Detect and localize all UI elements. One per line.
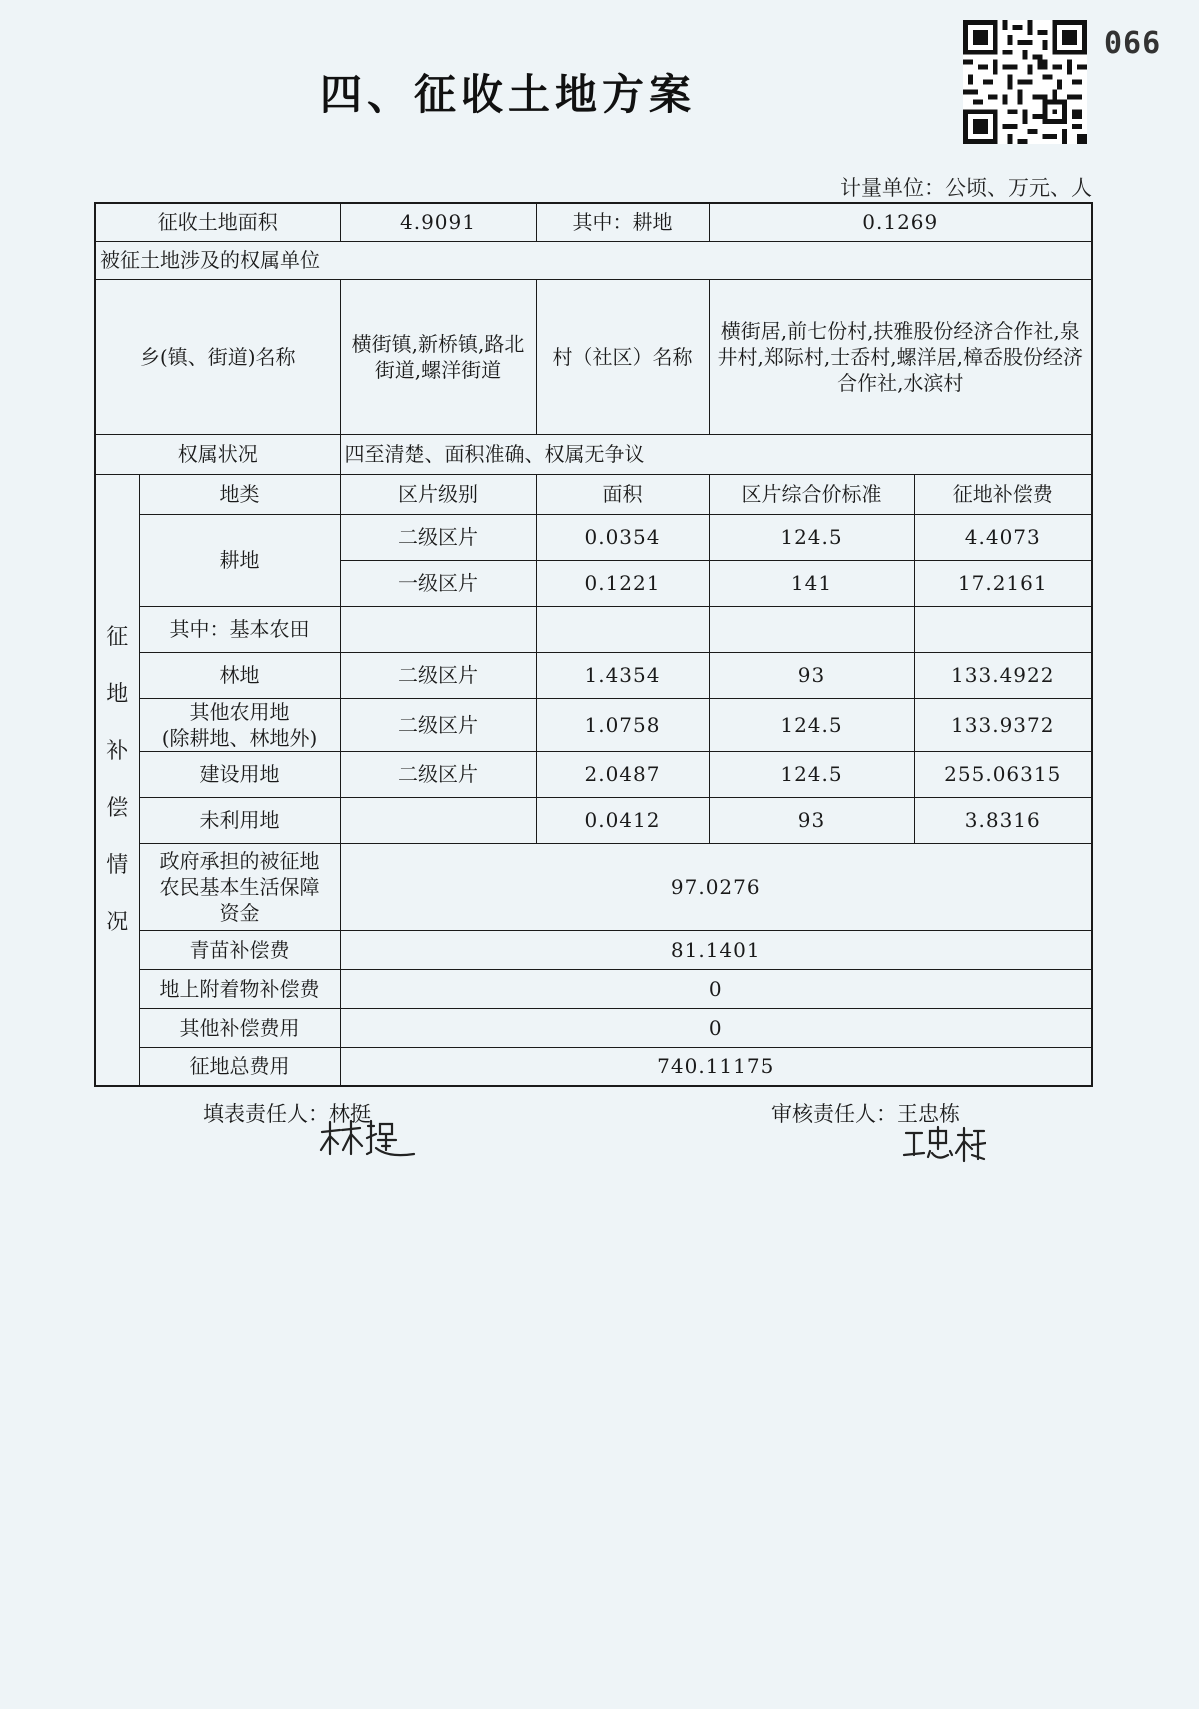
ownership-status-row [95,434,1092,474]
fee-value: 17.2161 [914,560,1092,606]
total-area-value: 4.9091 [340,203,536,241]
price-value: 124.5 [709,514,914,560]
filler-name: 林挺 [329,1102,371,1126]
summary-row [95,203,1092,241]
village-label: 村（社区）名称 [536,279,709,434]
area-value: 0.0354 [536,514,709,560]
social-security-label-line1: 政府承担的被征地 [159,848,320,873]
village-value: 横街居,前七份村,扶雅股份经济合作社,泉井村,郑际村,士岙村,螺洋居,樟岙股份经济合作社,水滨村 [709,279,1092,434]
other-fees-label: 其他补偿费用 [139,1008,340,1047]
construction-label: 建设用地 [139,751,340,797]
side-label-char: 征 [106,624,129,650]
compensation-side-label [95,474,139,1086]
total-fee-value: 740.11175 [340,1047,1092,1086]
side-label-char: 补 [106,738,129,764]
header-zone-level: 区片级别 [340,474,536,514]
empty-cell [340,606,536,652]
zone-level [340,797,536,843]
fee-value: 255.06315 [914,751,1092,797]
seedling-value: 81.1401 [340,930,1092,969]
social-security-label [139,843,340,930]
other-fees-value: 0 [340,1008,1092,1047]
area-value: 2.0487 [536,751,709,797]
fee-value: 4.4073 [914,514,1092,560]
price-value: 93 [709,652,914,698]
header-price-standard: 区片综合价标准 [709,474,914,514]
header-compensation-fee: 征地补偿费 [914,474,1092,514]
ownership-section-label: 被征土地涉及的权属单位 [95,241,1092,279]
ownership-status-value: 四至清楚、面积准确、权属无争议 [340,434,1092,474]
township-label: 乡(镇、街道)名称 [95,279,340,434]
basic-farmland-label: 其中：基本农田 [139,606,340,652]
area-value: 0.1221 [536,560,709,606]
page-number: 066 [1104,26,1162,61]
total-area-label: 征收土地面积 [95,203,340,241]
attachments-value: 0 [340,969,1092,1008]
unit-note: 计量单位：公顷、万元、人 [840,176,1092,200]
price-value: 93 [709,797,914,843]
reviewer-signature-icon [902,1125,986,1165]
other-agri-label-line1: 其他农用地 [189,699,290,724]
area-value: 1.4354 [536,652,709,698]
zone-level: 二级区片 [340,514,536,560]
other-agri-label-line2: (除耕地、林地外) [161,725,318,750]
fee-value: 133.9372 [914,698,1092,751]
social-security-label-line3: 资金 [219,900,260,925]
seedling-label: 青苗补偿费 [139,930,340,969]
township-village-row [95,279,1092,434]
fee-value: 133.4922 [914,652,1092,698]
unused-land-label: 未利用地 [139,797,340,843]
table-row [95,1008,1092,1047]
header-area: 面积 [536,474,709,514]
header-land-type: 地类 [139,474,340,514]
table-row [95,606,1092,652]
table-row [95,969,1092,1008]
township-value: 横街镇,新桥镇,路北街道,螺洋街道 [340,279,536,434]
side-label-char: 况 [106,909,129,935]
woodland-label: 林地 [139,652,340,698]
compensation-header-row [95,474,1092,514]
price-value: 124.5 [709,698,914,751]
reviewer-name: 王忠栋 [897,1102,960,1126]
ownership-status-label: 权属状况 [95,434,340,474]
side-label-char: 地 [106,681,129,707]
table-row [95,514,1092,560]
price-value: 141 [709,560,914,606]
total-fee-label: 征地总费用 [139,1047,340,1086]
empty-cell [536,606,709,652]
price-value: 124.5 [709,751,914,797]
table-row [95,652,1092,698]
zone-level: 一级区片 [340,560,536,606]
table-row [95,1047,1092,1086]
social-security-value: 97.0276 [340,843,1092,930]
table-row [95,797,1092,843]
zone-level: 二级区片 [340,751,536,797]
page-title: 四、征收土地方案 [320,70,697,119]
table-row [95,698,1092,751]
table-row [95,751,1092,797]
farmland-type-label: 耕地 [139,514,340,606]
zone-level: 二级区片 [340,652,536,698]
land-acquisition-table [94,202,1093,1087]
empty-cell [709,606,914,652]
zone-level: 二级区片 [340,698,536,751]
empty-cell [914,606,1092,652]
reviewer-label: 审核责任人： [771,1102,897,1126]
social-security-label-line2: 农民基本生活保障 [159,874,320,899]
area-value: 1.0758 [536,698,709,751]
table-row [95,843,1092,930]
ownership-section-row [95,241,1092,279]
side-label-char: 偿 [106,795,129,821]
table-row [95,930,1092,969]
filler-signature-icon [318,1118,418,1160]
qr-code-icon [963,20,1087,144]
filler-label: 填表责任人： [203,1102,329,1126]
attachments-label: 地上附着物补偿费 [139,969,340,1008]
reviewer [771,1098,960,1128]
side-label-char: 情 [106,852,129,878]
area-value: 0.0412 [536,797,709,843]
farmland-label: 其中：耕地 [536,203,709,241]
farmland-value: 0.1269 [709,203,1092,241]
fee-value: 3.8316 [914,797,1092,843]
other-agri-label [139,698,340,751]
